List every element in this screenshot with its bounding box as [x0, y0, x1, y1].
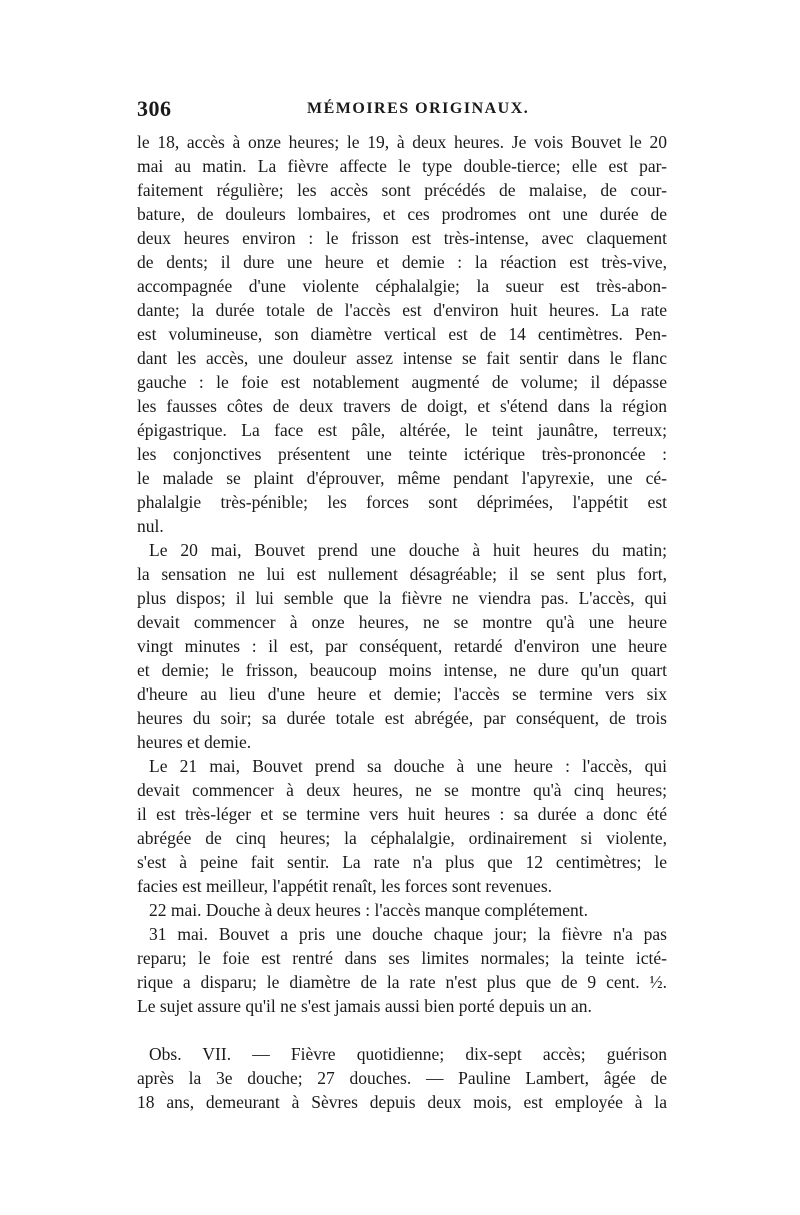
text-line: accompagnée d'une violente céphalalgie; la sueur est très-abon-	[137, 276, 667, 296]
page-number: 306	[137, 96, 172, 121]
text-line-date: Le 20 mai, Bouvet prend une douche à huit heures du matin;	[149, 540, 667, 560]
text-line: le 18, accès à onze heures; le 19, à deux heures. Je vois Bouvet le 20	[137, 132, 667, 152]
observation-heading-line: Obs. VII. — Fièvre quotidienne; dix-sept accès; guérison	[149, 1044, 667, 1064]
running-head: MÉMOIRES ORIGINAUX.	[307, 100, 530, 117]
text-line: Le sujet assure qu'il ne s'est jamais aussi bien porté depuis un an.	[137, 996, 592, 1016]
text-line: d'heure au lieu d'une heure et demie; l'accès se termine vers six	[137, 684, 667, 704]
text-line: le malade se plaint d'éprouver, même pendant l'apyrexie, une cé-	[137, 468, 667, 488]
text-line: devait commencer à onze heures, ne se montre qu'à une heure	[137, 612, 667, 632]
section-gap	[137, 1018, 667, 1042]
text-line: les conjonctives présentent une teinte ictérique très-prononcée :	[137, 444, 667, 464]
text-line: s'est à peine fait sentir. La rate n'a plus que 12 centimètres; le	[137, 852, 667, 872]
text-line-date: 31 mai. Bouvet a pris une douche chaque jour; la fièvre n'a pas	[149, 924, 667, 944]
text-line: nul.	[137, 516, 164, 536]
text-line: de dents; il dure une heure et demie : la réaction est très-vive,	[137, 252, 667, 272]
text-line: rique a disparu; le diamètre de la rate n'est plus que de 9 cent. ½.	[137, 972, 667, 992]
text-line: dante; la durée totale de l'accès est d'environ huit heures. La rate	[137, 300, 667, 320]
text-line: mai au matin. La fièvre affecte le type double-tierce; elle est par-	[137, 156, 667, 176]
text-line: vingt minutes : il est, par conséquent, retardé d'environ une heure	[137, 636, 667, 656]
text-line-date: Le 21 mai, Bouvet prend sa douche à une heure : l'accès, qui	[149, 756, 667, 776]
text-line: bature, de douleurs lombaires, et ces prodromes ont une durée de	[137, 204, 667, 224]
page-header	[137, 96, 667, 126]
text-line: faitement régulière; les accès sont précédés de malaise, de cour-	[137, 180, 667, 200]
text-line: gauche : le foie est notablement augmenté de volume; il dépasse	[137, 372, 667, 392]
text-line: reparu; le foie est rentré dans ses limites normales; la teinte icté-	[137, 948, 667, 968]
text-line: dant les accès, une douleur assez intense se fait sentir dans le flanc	[137, 348, 667, 368]
text-line: après la 3e douche; 27 douches. — Pauline Lambert, âgée de	[137, 1068, 667, 1088]
text-line: abrégée de cinq heures; la céphalalgie, ordinairement si violente,	[137, 828, 667, 848]
text-line-date: 22 mai. Douche à deux heures : l'accès manque complétement.	[149, 900, 589, 920]
text-line: est volumineuse, son diamètre vertical est de 14 centimètres. Pen-	[137, 324, 667, 344]
text-line: devait commencer à deux heures, ne se montre qu'à cinq heures;	[137, 780, 667, 800]
text-line: la sensation ne lui est nullement désagréable; il se sent plus fort,	[137, 564, 667, 584]
text-line: plus dispos; il lui semble que la fièvre ne viendra pas. L'accès, qui	[137, 588, 667, 608]
text-line: et demie; le frisson, beaucoup moins intense, ne dure qu'un quart	[137, 660, 667, 680]
body-text	[137, 130, 667, 1114]
text-line: facies est meilleur, l'appétit renaît, les forces sont revenues.	[137, 876, 553, 896]
text-line: il est très-léger et se termine vers huit heures : sa durée a donc été	[137, 804, 667, 824]
text-line: heures du soir; sa durée totale est abrégée, par conséquent, de trois	[137, 708, 667, 728]
text-line: les fausses côtes de deux travers de doigt, et s'étend dans la région	[137, 396, 667, 416]
text-line: phalalgie très-pénible; les forces sont déprimées, l'appétit est	[137, 492, 667, 512]
text-line: deux heures environ : le frisson est très-intense, avec claquement	[137, 228, 667, 248]
text-line: heures et demie.	[137, 732, 252, 752]
text-line: 18 ans, demeurant à Sèvres depuis deux mois, est employée à la	[137, 1092, 667, 1112]
text-line: épigastrique. La face est pâle, altérée, le teint jaunâtre, terreux;	[137, 420, 667, 440]
